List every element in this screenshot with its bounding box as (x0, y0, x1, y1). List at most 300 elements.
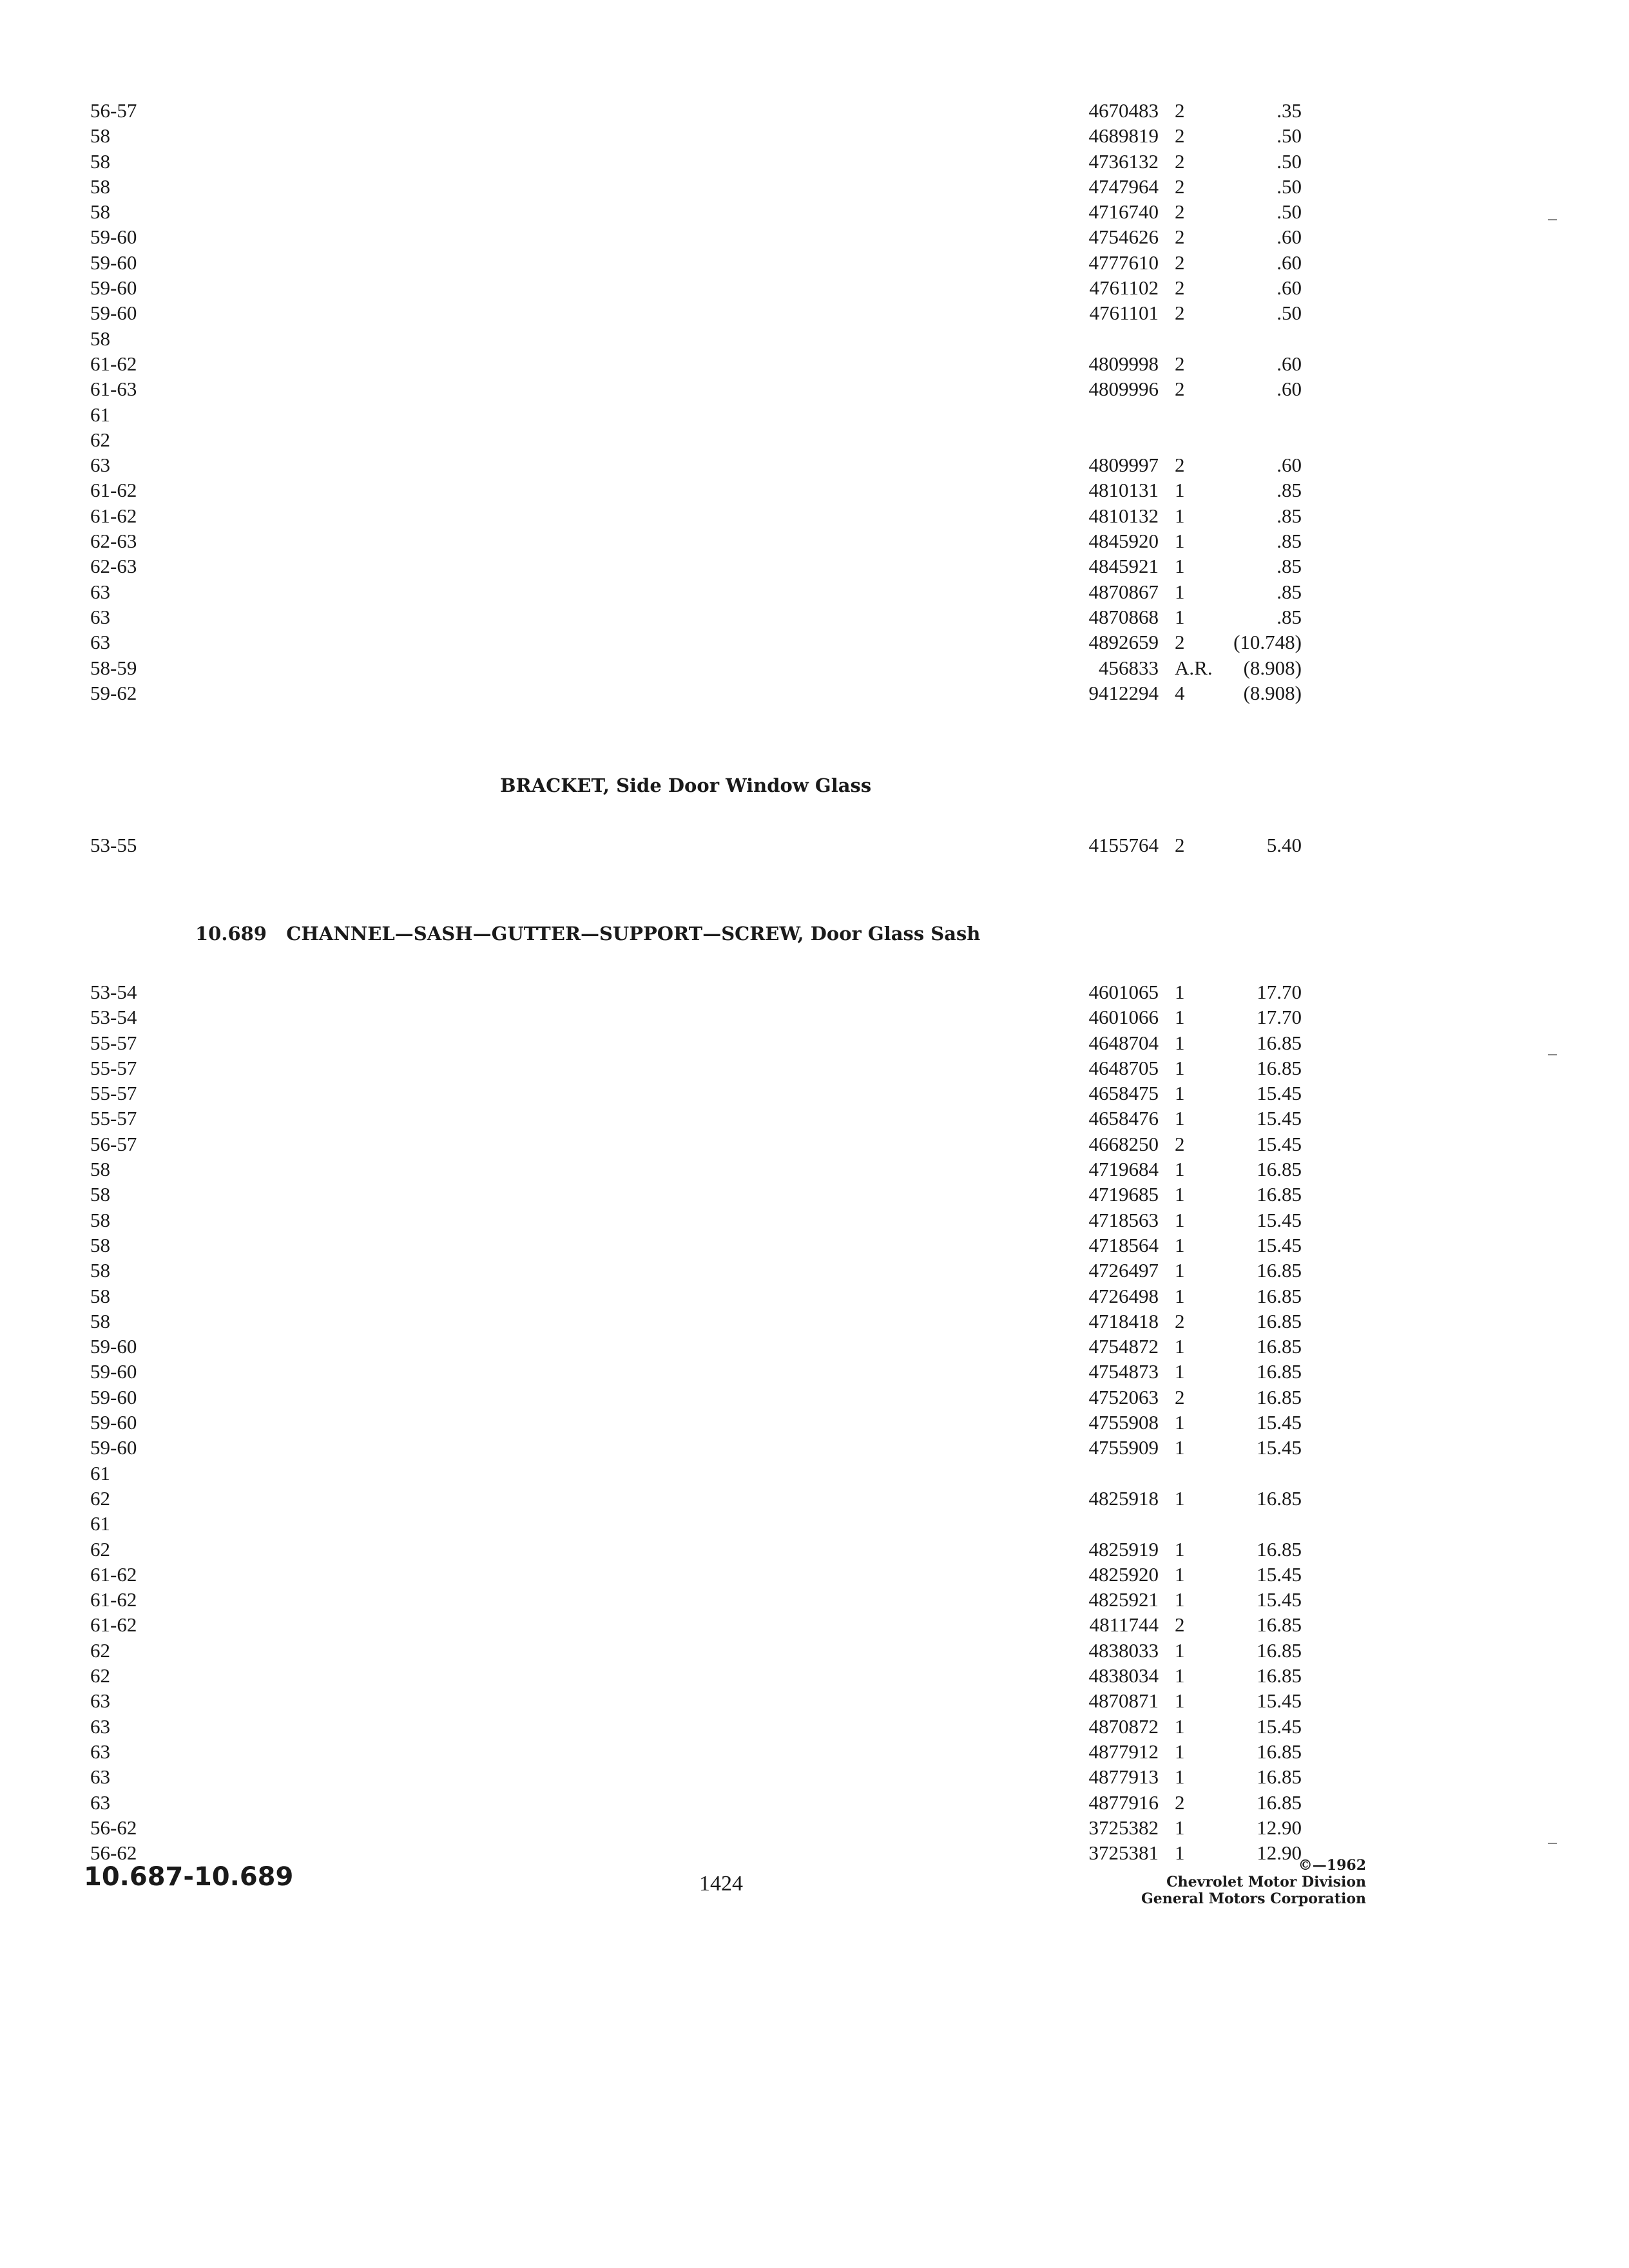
table-row (90, 1461, 1302, 1486)
quantity: 1 (1175, 604, 1226, 629)
table-row (90, 1309, 1302, 1334)
table-row (90, 98, 1302, 123)
quantity: 1 (1175, 477, 1226, 503)
model-years: 58 (90, 327, 110, 350)
table-row (90, 503, 1302, 528)
price: .50 (1224, 199, 1302, 224)
table-row (90, 123, 1302, 148)
section-heading-channel (195, 923, 980, 945)
price: 12.90 (1224, 1840, 1302, 1865)
price: 17.70 (1224, 1004, 1302, 1030)
part-number: 4870867 (1057, 579, 1159, 604)
price: 12.90 (1224, 1815, 1302, 1840)
part-number: 3725381 (1057, 1840, 1159, 1865)
quantity: 2 (1175, 452, 1226, 477)
price: 5.40 (1224, 832, 1302, 858)
model-years: 61 (90, 1512, 110, 1535)
price: 15.45 (1224, 1233, 1302, 1258)
model-years: 59-60 (90, 226, 137, 249)
table-row (90, 1511, 1302, 1536)
table-row (90, 1055, 1302, 1081)
price: .60 (1224, 351, 1302, 376)
model-years: 62 (90, 428, 110, 451)
quantity: 2 (1175, 174, 1226, 199)
model-years: 61-62 (90, 1613, 137, 1637)
table-row (90, 1764, 1302, 1789)
quantity: 1 (1175, 1233, 1226, 1258)
table-row (90, 1233, 1302, 1258)
model-years: 61-62 (90, 1588, 137, 1611)
price: 16.85 (1224, 1612, 1302, 1637)
part-number: 9412294 (1057, 680, 1159, 706)
quantity: 1 (1175, 1359, 1226, 1384)
price: 15.45 (1224, 1081, 1302, 1106)
model-years: 56-57 (90, 99, 137, 122)
price: 16.85 (1224, 1157, 1302, 1182)
part-number: 4658476 (1057, 1106, 1159, 1131)
table-row (90, 250, 1302, 275)
model-years: 62 (90, 1639, 110, 1662)
price: 15.45 (1224, 1435, 1302, 1460)
price: 15.45 (1224, 1131, 1302, 1157)
price: .60 (1224, 224, 1302, 249)
table-row (90, 1410, 1302, 1435)
table-row (90, 275, 1302, 300)
part-number: 4870872 (1057, 1714, 1159, 1739)
margin-mark (1548, 219, 1557, 220)
part-number: 4825919 (1057, 1537, 1159, 1562)
part-number: 4658475 (1057, 1081, 1159, 1106)
quantity: 2 (1175, 1131, 1226, 1157)
model-years: 58 (90, 149, 110, 173)
quantity: 1 (1175, 1562, 1226, 1587)
quantity: 1 (1175, 1663, 1226, 1688)
quantity: 2 (1175, 1612, 1226, 1637)
table-row (90, 1258, 1302, 1283)
price: .50 (1224, 300, 1302, 325)
quantity: 2 (1175, 376, 1226, 401)
quantity: 2 (1175, 351, 1226, 376)
price: 15.45 (1224, 1410, 1302, 1435)
part-number: 4648704 (1057, 1030, 1159, 1055)
model-years: 59-60 (90, 1436, 137, 1459)
part-number: 4747964 (1057, 174, 1159, 199)
part-number: 4877916 (1057, 1790, 1159, 1815)
model-years: 55-57 (90, 1082, 137, 1105)
model-years: 59-62 (90, 681, 137, 704)
table-row (90, 1385, 1302, 1410)
part-number: 4155764 (1057, 832, 1159, 858)
quantity: 1 (1175, 1815, 1226, 1840)
price: 16.85 (1224, 1537, 1302, 1562)
quantity: 1 (1175, 1004, 1226, 1030)
part-number: 4838034 (1057, 1663, 1159, 1688)
part-number: 4810132 (1057, 503, 1159, 528)
part-number: 4718564 (1057, 1233, 1159, 1258)
parts-table-bracket (90, 832, 1302, 858)
quantity: 2 (1175, 123, 1226, 148)
part-number: 4877913 (1057, 1764, 1159, 1789)
table-row (90, 1739, 1302, 1764)
quantity: 1 (1175, 1486, 1226, 1511)
price: 16.85 (1224, 1385, 1302, 1410)
quantity: 2 (1175, 300, 1226, 325)
price: 15.45 (1224, 1688, 1302, 1713)
model-years: 61-62 (90, 352, 137, 375)
margin-mark (1548, 1843, 1557, 1844)
quantity: 1 (1175, 1638, 1226, 1663)
table-row (90, 1081, 1302, 1106)
model-years: 53-55 (90, 834, 137, 856)
price: .60 (1224, 376, 1302, 401)
part-number: 4810131 (1057, 477, 1159, 503)
price: 16.85 (1224, 1309, 1302, 1334)
model-years: 62 (90, 1486, 110, 1510)
model-years: 53-54 (90, 1006, 137, 1029)
model-years: 58 (90, 200, 110, 224)
quantity: 1 (1175, 528, 1226, 553)
price: 16.85 (1224, 1486, 1302, 1511)
table-row (90, 427, 1302, 452)
model-years: 56-57 (90, 1132, 137, 1155)
part-number: 4892659 (1057, 629, 1159, 655)
parts-table-channel (90, 979, 1302, 1865)
quantity: 2 (1175, 98, 1226, 123)
model-years: 63 (90, 1791, 110, 1814)
part-number: 4670483 (1057, 98, 1159, 123)
part-number: 4809997 (1057, 452, 1159, 477)
price: (8.908) (1224, 680, 1302, 706)
table-row (90, 452, 1302, 477)
table-row (90, 1612, 1302, 1637)
table-row (90, 199, 1302, 224)
part-number: 4726498 (1057, 1283, 1159, 1309)
price: .85 (1224, 477, 1302, 503)
model-years: 63 (90, 580, 110, 603)
price: 16.85 (1224, 1030, 1302, 1055)
part-number: 4777610 (1057, 250, 1159, 275)
quantity: 1 (1175, 1334, 1226, 1359)
price: .85 (1224, 528, 1302, 553)
quantity: 1 (1175, 579, 1226, 604)
table-row (90, 1004, 1302, 1030)
price: 15.45 (1224, 1207, 1302, 1233)
price: 15.45 (1224, 1106, 1302, 1131)
quantity: 1 (1175, 1030, 1226, 1055)
model-years: 61 (90, 403, 110, 426)
quantity: 1 (1175, 1410, 1226, 1435)
quantity: 1 (1175, 1258, 1226, 1283)
part-number: 4719684 (1057, 1157, 1159, 1182)
part-number: 4754872 (1057, 1334, 1159, 1359)
model-years: 61-62 (90, 1562, 137, 1586)
table-row (90, 376, 1302, 401)
part-number: 4845921 (1057, 553, 1159, 579)
model-years: 55-57 (90, 1056, 137, 1079)
model-years: 61-62 (90, 479, 137, 502)
price: .60 (1224, 452, 1302, 477)
part-number: 4754873 (1057, 1359, 1159, 1384)
part-number: 4601066 (1057, 1004, 1159, 1030)
table-row (90, 402, 1302, 427)
part-number: 4718418 (1057, 1309, 1159, 1334)
table-row (90, 1562, 1302, 1587)
quantity: 4 (1175, 680, 1226, 706)
table-row (90, 1131, 1302, 1157)
quantity: 2 (1175, 832, 1226, 858)
table-row (90, 528, 1302, 553)
table-row (90, 1587, 1302, 1612)
model-years: 63 (90, 1765, 110, 1789)
price: 15.45 (1224, 1714, 1302, 1739)
price: .85 (1224, 579, 1302, 604)
model-years: 58 (90, 1183, 110, 1206)
table-row (90, 629, 1302, 655)
part-number: 4648705 (1057, 1055, 1159, 1081)
part-number: 4718563 (1057, 1207, 1159, 1233)
table-row (90, 224, 1302, 249)
quantity: 2 (1175, 275, 1226, 300)
price: 16.85 (1224, 1182, 1302, 1207)
price: 16.85 (1224, 1790, 1302, 1815)
quantity: 2 (1175, 1309, 1226, 1334)
part-number: 4845920 (1057, 528, 1159, 553)
price: (10.748) (1224, 629, 1302, 655)
table-row (90, 149, 1302, 174)
price: .85 (1224, 604, 1302, 629)
model-years: 58 (90, 1233, 110, 1256)
section-number: 10.689 (195, 923, 267, 945)
table-row (90, 477, 1302, 503)
price: 15.45 (1224, 1562, 1302, 1587)
quantity: 2 (1175, 199, 1226, 224)
quantity: 1 (1175, 1840, 1226, 1865)
part-number: 4825918 (1057, 1486, 1159, 1511)
quantity: 1 (1175, 1055, 1226, 1081)
price: 16.85 (1224, 1055, 1302, 1081)
table-row (90, 326, 1302, 351)
quantity: 1 (1175, 1764, 1226, 1789)
table-row (90, 1435, 1302, 1460)
part-number: 4761102 (1057, 275, 1159, 300)
model-years: 58 (90, 124, 110, 148)
part-number: 4755908 (1057, 1410, 1159, 1435)
model-years: 58 (90, 1208, 110, 1231)
model-years: 58 (90, 1309, 110, 1332)
table-row (90, 300, 1302, 325)
model-years: 58 (90, 1284, 110, 1307)
model-years: 58 (90, 1259, 110, 1282)
price: 16.85 (1224, 1359, 1302, 1384)
model-years: 63 (90, 605, 110, 628)
model-years: 55-57 (90, 1107, 137, 1130)
quantity: 2 (1175, 629, 1226, 655)
model-years: 59-60 (90, 1335, 137, 1358)
part-number: 4716740 (1057, 199, 1159, 224)
model-years: 59-60 (90, 302, 137, 325)
part-number: 4870868 (1057, 604, 1159, 629)
price: 16.85 (1224, 1663, 1302, 1688)
part-number: 4754626 (1057, 224, 1159, 249)
quantity: 1 (1175, 1739, 1226, 1764)
table-row (90, 979, 1302, 1004)
part-number: 4838033 (1057, 1638, 1159, 1663)
price: .60 (1224, 250, 1302, 275)
part-number: 3725382 (1057, 1815, 1159, 1840)
quantity: 1 (1175, 1435, 1226, 1460)
quantity: 1 (1175, 1182, 1226, 1207)
part-number: 456833 (1057, 655, 1159, 680)
table-row (90, 604, 1302, 629)
division-name: Chevrolet Motor Division (1166, 1874, 1366, 1890)
table-row (90, 1790, 1302, 1815)
model-years: 63 (90, 1715, 110, 1738)
part-number: 4752063 (1057, 1385, 1159, 1410)
quantity: 2 (1175, 250, 1226, 275)
table-row (90, 1106, 1302, 1131)
model-years: 58 (90, 1158, 110, 1181)
model-years: 55-57 (90, 1031, 137, 1054)
table-row (90, 1157, 1302, 1182)
corporation-name: General Motors Corporation (1141, 1890, 1366, 1907)
model-years: 53-54 (90, 981, 137, 1003)
table-row (90, 1207, 1302, 1233)
model-years: 62 (90, 1664, 110, 1687)
part-number: 4825920 (1057, 1562, 1159, 1587)
model-years: 63 (90, 631, 110, 654)
section-title: CHANNEL—SASH—GUTTER—SUPPORT—SCREW, Door Glass Sash (286, 923, 981, 945)
model-years: 58 (90, 175, 110, 198)
price: 15.45 (1224, 1587, 1302, 1612)
quantity: 1 (1175, 1157, 1226, 1182)
part-number: 4761101 (1057, 300, 1159, 325)
section-heading-bracket: BRACKET, Side Door Window Glass (500, 774, 872, 796)
part-number: 4809996 (1057, 376, 1159, 401)
model-years: 59-60 (90, 1385, 137, 1408)
quantity: 1 (1175, 503, 1226, 528)
part-number: 4755909 (1057, 1435, 1159, 1460)
price: .35 (1224, 98, 1302, 123)
part-number: 4809998 (1057, 351, 1159, 376)
quantity: 2 (1175, 149, 1226, 174)
model-years: 62 (90, 1537, 110, 1561)
copyright: ©—1962 (1298, 1857, 1366, 1874)
price: .85 (1224, 503, 1302, 528)
table-row (90, 680, 1302, 706)
model-years: 62-63 (90, 555, 137, 578)
model-years: 59-60 (90, 1411, 137, 1434)
quantity: 1 (1175, 1106, 1226, 1131)
quantity: 1 (1175, 1537, 1226, 1562)
table-row (90, 553, 1302, 579)
model-years: 63 (90, 1689, 110, 1713)
table-row (90, 1486, 1302, 1511)
table-row (90, 1638, 1302, 1663)
quantity: 2 (1175, 224, 1226, 249)
model-years: 59-60 (90, 1360, 137, 1383)
table-row (90, 174, 1302, 199)
table-row (90, 351, 1302, 376)
table-row (90, 832, 1302, 858)
table-row (90, 1182, 1302, 1207)
table-row (90, 1537, 1302, 1562)
model-years: 59-60 (90, 251, 137, 274)
part-number: 4668250 (1057, 1131, 1159, 1157)
table-row (90, 655, 1302, 680)
part-number: 4811744 (1057, 1612, 1159, 1637)
table-row (90, 1815, 1302, 1840)
table-row (90, 1359, 1302, 1384)
part-number: 4877912 (1057, 1739, 1159, 1764)
price: 16.85 (1224, 1258, 1302, 1283)
model-years: 63 (90, 1740, 110, 1763)
table-row (90, 1688, 1302, 1713)
price: (8.908) (1224, 655, 1302, 680)
table-row (90, 1334, 1302, 1359)
model-years: 62-63 (90, 530, 137, 553)
model-years: 61 (90, 1461, 110, 1485)
price: .85 (1224, 553, 1302, 579)
margin-mark (1548, 1054, 1557, 1055)
price: .50 (1224, 149, 1302, 174)
quantity: 1 (1175, 1207, 1226, 1233)
table-row (90, 1030, 1302, 1055)
quantity: 1 (1175, 553, 1226, 579)
part-number: 4736132 (1057, 149, 1159, 174)
part-number: 4726497 (1057, 1258, 1159, 1283)
quantity: 1 (1175, 1714, 1226, 1739)
quantity: A.R. (1175, 655, 1226, 680)
model-years: 61-62 (90, 504, 137, 527)
part-number: 4825921 (1057, 1587, 1159, 1612)
quantity: 1 (1175, 1587, 1226, 1612)
quantity: 1 (1175, 979, 1226, 1004)
table-row (90, 579, 1302, 604)
model-years: 63 (90, 454, 110, 477)
quantity: 1 (1175, 1688, 1226, 1713)
model-years: 56-62 (90, 1841, 137, 1865)
price: .60 (1224, 275, 1302, 300)
price: .50 (1224, 123, 1302, 148)
price: 16.85 (1224, 1638, 1302, 1663)
table-row (90, 1283, 1302, 1309)
model-years: 58-59 (90, 656, 137, 679)
model-years: 59-60 (90, 276, 137, 300)
section-range: 10.687-10.689 (84, 1862, 294, 1892)
part-number: 4689819 (1057, 123, 1159, 148)
price: 16.85 (1224, 1764, 1302, 1789)
table-row (90, 1663, 1302, 1688)
publisher-block (1095, 1857, 1366, 1907)
quantity: 2 (1175, 1385, 1226, 1410)
price: 17.70 (1224, 979, 1302, 1004)
part-number: 4719685 (1057, 1182, 1159, 1207)
quantity: 1 (1175, 1283, 1226, 1309)
price: 16.85 (1224, 1283, 1302, 1309)
model-years: 56-62 (90, 1816, 137, 1839)
table-row (90, 1714, 1302, 1739)
model-years: 61-63 (90, 378, 137, 401)
parts-table-top (90, 98, 1302, 706)
page-number: 1424 (699, 1872, 743, 1896)
quantity: 1 (1175, 1081, 1226, 1106)
price: .50 (1224, 174, 1302, 199)
part-number: 4601065 (1057, 979, 1159, 1004)
price: 16.85 (1224, 1334, 1302, 1359)
quantity: 2 (1175, 1790, 1226, 1815)
part-number: 4870871 (1057, 1688, 1159, 1713)
price: 16.85 (1224, 1739, 1302, 1764)
